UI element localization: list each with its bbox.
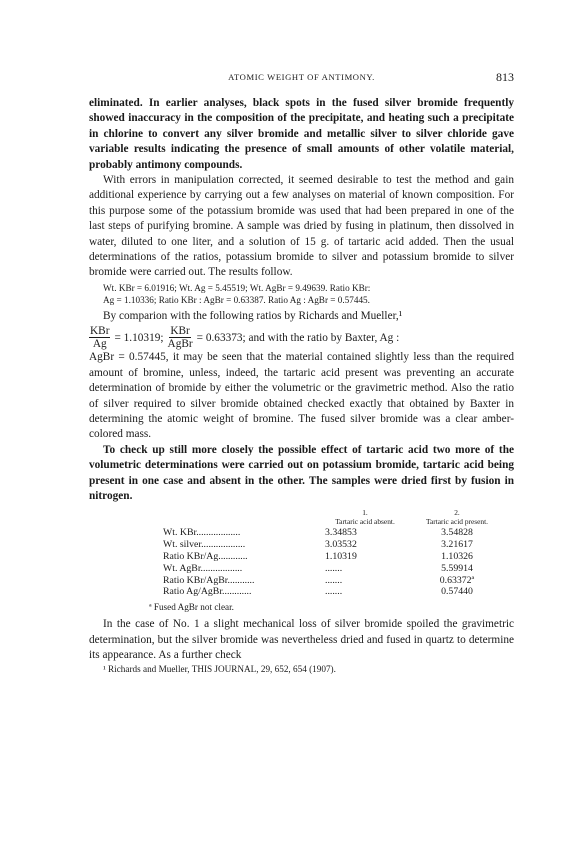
paragraph-agbr-ratio: AgBr = 0.57445, it may be seen that the material contained slightly less than the required amount of bromine, unless, indeed, the tartaric acid present was preventing an accurate determination of bromide by either the volumetric or the gravimetric method. Also the ratio of silver required to silver bromide obtained checked exactly that obtained by Baxter in determining the atomic weight of bromine. The fused silver bromide was a clear amber-colored mass. (89, 351, 514, 441)
ratio-value-1: = 1.10319; (114, 331, 164, 344)
fraction-denominator: Ag (92, 338, 107, 351)
fraction-kbr-ag (89, 325, 110, 350)
ratio-equation-line (89, 325, 514, 350)
row-label: Ratio KBr/Ag............ (163, 550, 248, 562)
row-label: Wt. silver.................. (163, 539, 246, 551)
table-row (157, 575, 503, 587)
ratio-value-2: = 0.63373; and with the ratio by Baxter, Ag : (196, 331, 400, 344)
table-footnote: ª Fused AgBr not clear. (149, 602, 234, 613)
paragraph-eliminated: eliminated. In earlier analyses, black spots in the fused silver bromide frequently showed inaccuracy in the composition of the precipitate, and heating such a precipitate in chlorine to convert any silver bromide and metallic silver to silver chloride gave variable results indicating the presence of small amounts of other volatile material, probably antimony compounds. (89, 97, 514, 171)
page-footnote: ¹ Richards and Mueller, THIS JOURNAL, 29, 652, 654 (1907). (103, 664, 336, 675)
kbr-results-line-2: Ag = 1.10336; Ratio KBr : AgBr = 0.63387. Ratio Ag : AgBr = 0.57445. (103, 295, 370, 306)
page-number: 813 (496, 70, 514, 84)
paragraph-case-no1: In the case of No. 1 a slight mechanical loss of silver bromide spoiled the gravimetric determination, but the silver bromide was nevertheless dried and fused in quartz to determine its appearance. As a further check (89, 618, 514, 661)
fraction-denominator: AgBr (167, 338, 193, 351)
row-value-1: ....... (325, 574, 343, 586)
row-value-2: 3.21617 (441, 539, 473, 551)
table-row (157, 563, 503, 575)
row-value-2: 0.63372ª (439, 574, 475, 586)
fraction-numerator: KBr (90, 325, 110, 338)
table-header-col2: 2. Tartaric acid present. (425, 508, 489, 527)
row-value-1: ....... (325, 586, 343, 598)
row-value-2: 5.59914 (441, 562, 473, 574)
running-title: ATOMIC WEIGHT OF ANTIMONY. (228, 72, 375, 82)
page-header (89, 70, 514, 86)
row-value-2: 3.54828 (441, 527, 473, 539)
row-value-2: 0.57440 (441, 586, 473, 598)
row-label: Wt. KBr.................. (163, 527, 241, 539)
page (89, 70, 514, 675)
paragraph-test-method: With errors in manipulation corrected, it seemed desirable to test the method and gain additional experience by carrying out a few analyses on material of known composition. For this purpose some of the potassium bromide was used that had been prepared in one of the last steps of purifying bromine. A sample was dried by fusing in platinum, then dissolved in water, diluted to one liter, and a solution of 15 g. of tartaric acid added. Then the usual determinations of the ratios, potassium bromide to silver and potassium bromide to silver bromide were carried out. The results follow. (89, 174, 514, 279)
paragraph-check-tartaric: To check up still more closely the possible effect of tartaric acid two more of the volumetric determinations were carried out on potassium bromide, tartaric acid being present in one case and absent in the other. The samples were dried first by fusion in nitrogen. (89, 443, 514, 502)
table-row (157, 527, 503, 539)
fraction-kbr-agbr (168, 325, 193, 350)
row-label: Ratio Ag/AgBr............ (163, 586, 252, 598)
comparison-intro: By comparion with the following ratios by Richards and Mueller,¹ (103, 309, 403, 322)
row-value-1: ....... (325, 562, 343, 574)
row-value-2: 1.10326 (441, 550, 473, 562)
row-value-1: 1.10319 (325, 550, 357, 562)
fraction-numerator: KBr (170, 325, 190, 338)
row-value-1: 3.34853 (325, 527, 357, 539)
row-label: Ratio KBr/AgBr........... (163, 574, 255, 586)
results-table (157, 508, 503, 598)
kbr-results-line-1: Wt. KBr = 6.01916; Wt. Ag = 5.45519; Wt. AgBr = 9.49639. Ratio KBr: (103, 282, 371, 293)
row-label: Wt. AgBr................. (163, 562, 243, 574)
row-value-1: 3.03532 (325, 539, 357, 551)
table-row (157, 586, 503, 598)
kbr-results-block (89, 282, 514, 307)
table-row (157, 539, 503, 551)
table-row (157, 551, 503, 563)
table-header-col1: 1. Tartaric acid absent. (335, 508, 395, 527)
table-header-label (157, 508, 319, 527)
